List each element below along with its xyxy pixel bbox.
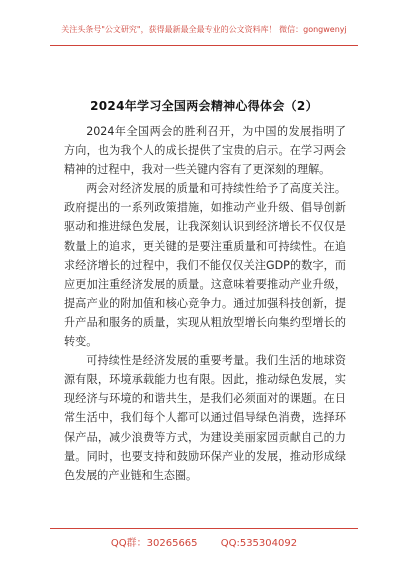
paragraph: 两会对经济发展的质量和可持续性给予了高度关注。政府提出的一系列政策措施，如推动产业升级、倡导创新驱动和推进绿色发展，让我深刻认识到经济增长不仅仅是数量上的追求，更关键的是要注重质量和可持续性。在追求经济增长的过程中，我们不能仅仅关注GDP的数字，而应更加注重经济发展的质量。这意味着要推动产业升级，提高产业的附加值和核心竞争力。通过加强科技创新，提升产品和服务的质量，实现从粗放型增长向集约型增长的转变。 [64,182,346,349]
paragraph: 可持续性是经济发展的重要考量。我们生活的地球资源有限，环境承载能力也有限。因此，推动绿色发展，实现经济与环境的和谐共生，是我们必须面对的课题。在日常生活中，我们每个人都可以通过倡导绿色消费，选择环保产品，减少浪费等方式，为建设美丽家园贡献自己的力量。同时，也要支持和鼓励环保产业的发展，推动形成绿色发展的产业链和生态圈。 [64,354,346,482]
document-body [64,122,346,485]
footer-qq-group: QQ群：30265665 [110,538,198,549]
paragraph: 2024年全国两会的胜利召开，为中国的发展指明了方向，也为我个人的成长提供了宝贵的启示。在学习两会精神的过程中，我对一些关键内容有了更深刻的理解。 [64,125,346,177]
footer-divider [50,528,358,529]
document-title: 2024年学习全国两会精神心得体会（2） [90,99,318,113]
footer-qq: QQ:535304092 [220,538,298,549]
header-divider [50,45,358,46]
footer [0,534,408,549]
header-banner: 关注头条号"公文研究"，获得最新最全最专业的公文资料库！ 微信：gongwenyj [61,25,347,34]
